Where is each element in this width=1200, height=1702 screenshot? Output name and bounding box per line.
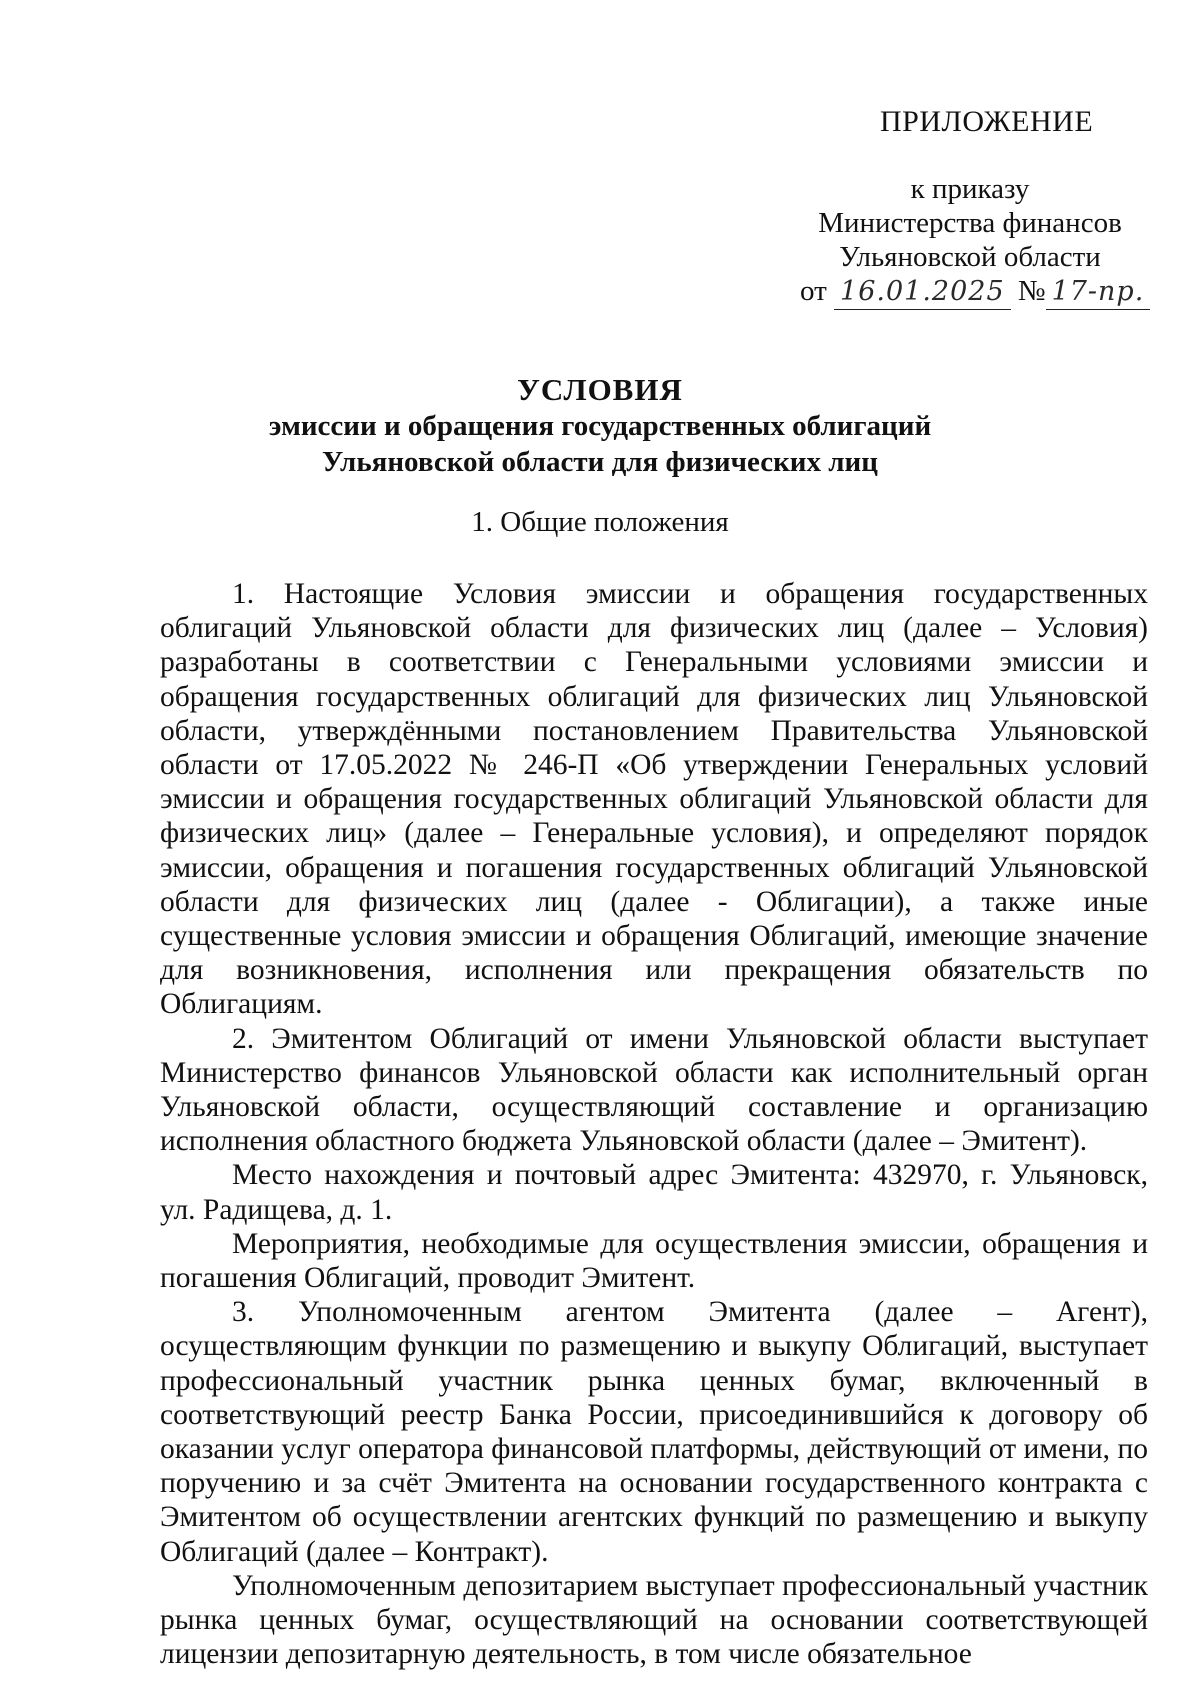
order-from-label: от: [800, 275, 827, 307]
order-reference: [800, 172, 1145, 310]
section-heading: 1. Общие положения: [471, 506, 729, 538]
title-main: УСЛОВИЯ: [517, 372, 683, 407]
title-line-2: эмиссии и обращения государственных облигаций: [268, 410, 932, 442]
title-line-3: Ульяновской области для физических лиц: [322, 446, 878, 478]
order-date-field: [834, 274, 1011, 310]
paragraph-4: Мероприятия, необходимые для осуществления эмиссии, обращения и погашения Облигаций, проводит Эмитент.: [160, 1227, 1148, 1295]
paragraph-2: 2. Эмитентом Облигаций от имени Ульяновской области выступает Министерство финансов Ульяновской области как исполнительный орган Ульяновской области, осуществляющий составление и организацию исполнения областного бюджета Ульяновской области (далее – Эмитент).: [160, 1022, 1148, 1158]
order-number-sign: №: [1017, 275, 1046, 307]
order-line-2: Министерства финансов: [818, 207, 1122, 239]
handwritten-number: 17-пр.: [1051, 276, 1145, 307]
handwritten-date: 16.01.2025: [840, 276, 1005, 307]
paragraph-5: 3. Уполномоченным агентом Эмитента (далее – Агент), осуществляющим функции по размещению и выкупу Облигаций, выступает профессиональный участник рынка ценных бумаг, включенный в соответствующий реестр Банка России, присоединившийся к договору об оказании услуг оператора финансовой платформы, действующий от имени, по поручению и за счёт Эмитента на основании государственного контракта с Эмитентом об осуществлении агентских функций по размещению и выкупу Облигаций (далее – Контракт).: [160, 1296, 1148, 1568]
document-title: [0, 372, 1200, 480]
order-line-3: Ульяновской области: [839, 241, 1101, 273]
order-number-field: [1046, 274, 1151, 310]
paragraph-1: 1. Настоящие Условия эмиссии и обращения государственных облигаций Ульяновской области для физических лиц (далее – Условия) разработаны в соответствии с Генеральными условиями эмиссии и обращения государственных облигаций для физических лиц Ульяновской области, утверждёнными постановлением Правительства Ульяновской области от 17.05.2022 № 246-П «Об утверждении Генеральных условий эмиссии и обращения государственных облигаций Ульяновской области для физических лиц» (далее – Генеральные условия), и определяют порядок эмиссии, обращения и погашения государственных облигаций Ульяновской области для физических лиц (далее - Облигации), а также иные существенные условия эмиссии и обращения Облигаций, имеющие значение для возникновения, исполнения или прекращения обязательств по Облигациям.: [160, 578, 1148, 1021]
paragraph-6: Уполномоченным депозитарием выступает профессиональный участник рынка ценных бумаг, осуществляющий на основании соответствующей лицензии депозитарную деятельность, в том числе обязательное: [160, 1569, 1148, 1671]
document-body: [160, 577, 1148, 1672]
order-line-1: к приказу: [910, 173, 1030, 205]
order-date-number-line: [800, 274, 1145, 310]
appendix-label: ПРИЛОЖЕНИЕ: [880, 105, 1094, 138]
paragraph-3: Место нахождения и почтовый адрес Эмитента: 432970, г. Ульяновск, ул. Радищева, д. 1.: [160, 1159, 1148, 1226]
